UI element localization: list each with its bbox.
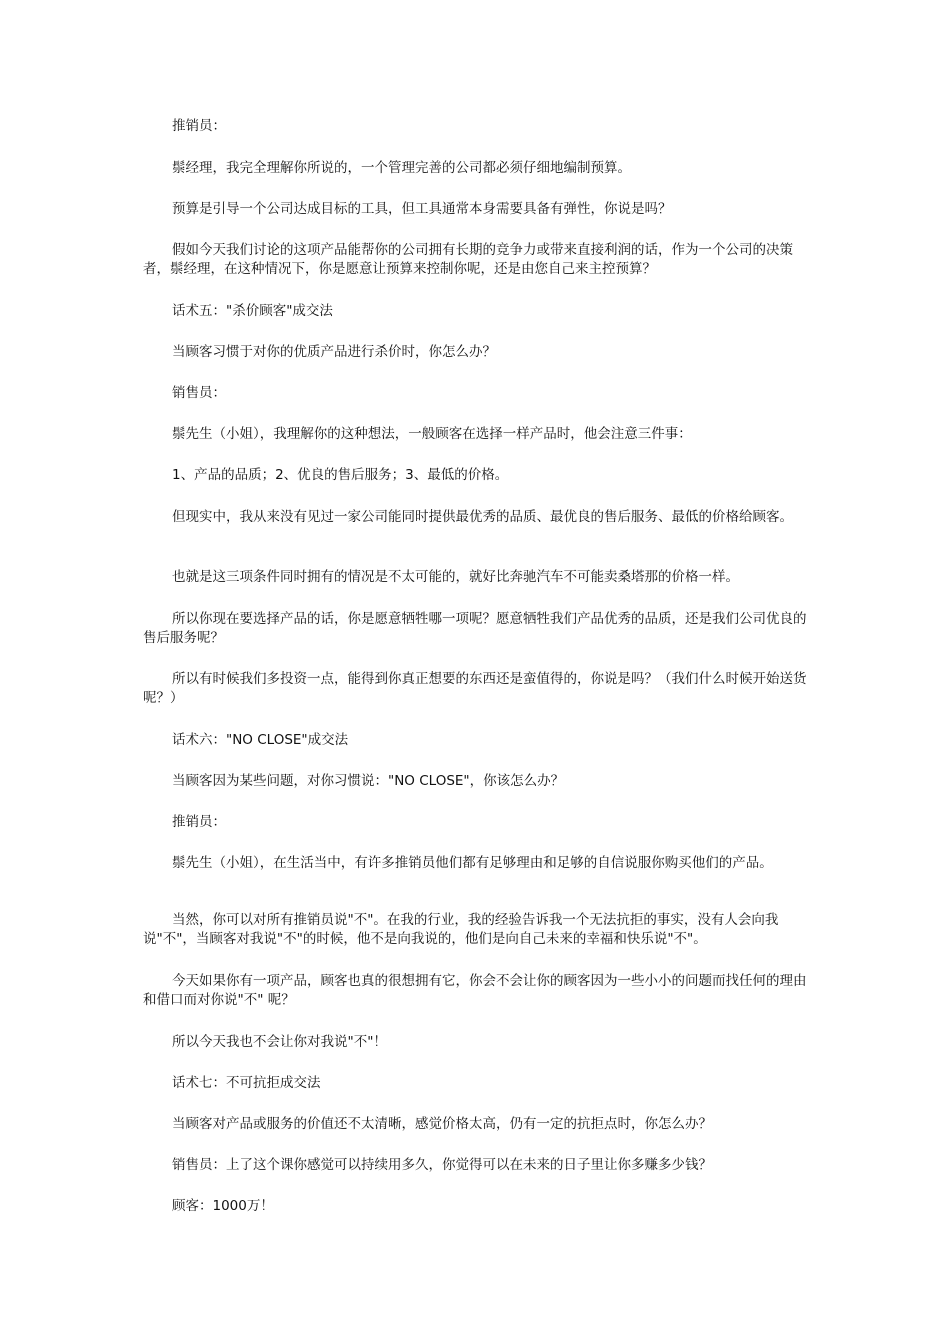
paragraph-13: 当顾客因为某些问题，对你习惯说："NO CLOSE"，你该怎么办？: [172, 773, 565, 789]
paragraph-3: 预算是引导一个公司达成目标的工具，但工具通常本身需要具备有弹性，你说是吗？: [172, 201, 672, 217]
paragraph-9: 但现实中，我从来没有见过一家公司能同时提供最优秀的品质、最优良的售后服务、最低的价格给顾客。: [172, 509, 793, 525]
paragraph-8: 1、产品的品质；2、优良的售后服务；3、最低的价格。: [172, 467, 509, 483]
paragraph-4: 假如今天我们讨论的这项产品能帮你的公司拥有长期的竞争力或带来直接利润的话，作为一个公司的决策者，鬃经理，在这种情况下，你是愿意让预算来控制你呢，还是由您自己来主控预算？: [143, 242, 793, 277]
paragraph-19: 当顾客对产品或服务的价值还不太清晰，感觉价格太高，仍有一定的抗拒点时，你怎么办？: [172, 1116, 712, 1132]
paragraph-18: 所以今天我也不会让你对我说"不"！: [172, 1034, 387, 1050]
heading-tactic-6: 话术六："NO CLOSE"成交法: [172, 732, 349, 748]
paragraph-15: 鬃先生（小姐），在生活当中，有许多推销员他们都有足够理由和足够的自信说服你购买他们的产品。: [172, 855, 773, 871]
paragraph-2: 鬃经理，我完全理解你所说的，一个管理完善的公司都必须仔细地编制预算。: [172, 160, 631, 176]
paragraph-20: 销售员：上了这个课你感觉可以持续用多久，你觉得可以在未来的日子里让你多赚多少钱？: [172, 1157, 712, 1173]
paragraph-7: 鬃先生（小姐），我理解你的这种想法，一般顾客在选择一样产品时，他会注意三件事：: [172, 426, 692, 442]
paragraph-12: 所以有时候我们多投资一点，能得到你真正想要的东西还是蛮值得的，你说是吗？（我们什么时候开始送货呢？）: [143, 671, 807, 706]
paragraph-14: 推销员：: [172, 814, 226, 830]
paragraph-6: 销售员：: [172, 385, 226, 401]
paragraph-10: 也就是这三项条件同时拥有的情况是不太可能的，就好比奔驰汽车不可能卖桑塔那的价格一样。: [172, 569, 739, 585]
paragraph-17: 今天如果你有一项产品，顾客也真的很想拥有它，你会不会让你的顾客因为一些小小的问题而找任何的理由和借口而对你说"不" 呢？: [143, 973, 807, 1008]
heading-tactic-7: 话术七：不可抗拒成交法: [172, 1075, 321, 1091]
paragraph-16: 当然，你可以对所有推销员说"不"。在我的行业，我的经验告诉我一个无法抗拒的事实，没有人会向我说"不"，当顾客对我说"不"的时候，他不是向我说的，他们是向自己未来的幸福和快乐说"不"。: [143, 912, 779, 947]
heading-tactic-5: 话术五："杀价顾客"成交法: [172, 303, 333, 319]
paragraph-11: 所以你现在要选择产品的话，你是愿意牺牲哪一项呢？愿意牺牲我们产品优秀的品质，还是我们公司优良的售后服务呢？: [143, 611, 807, 646]
paragraph-21: 顾客：1000万！: [172, 1198, 274, 1214]
paragraph-1: 推销员：: [172, 118, 226, 134]
paragraph-5: 当顾客习惯于对你的优质产品进行杀价时，你怎么办？: [172, 344, 496, 360]
